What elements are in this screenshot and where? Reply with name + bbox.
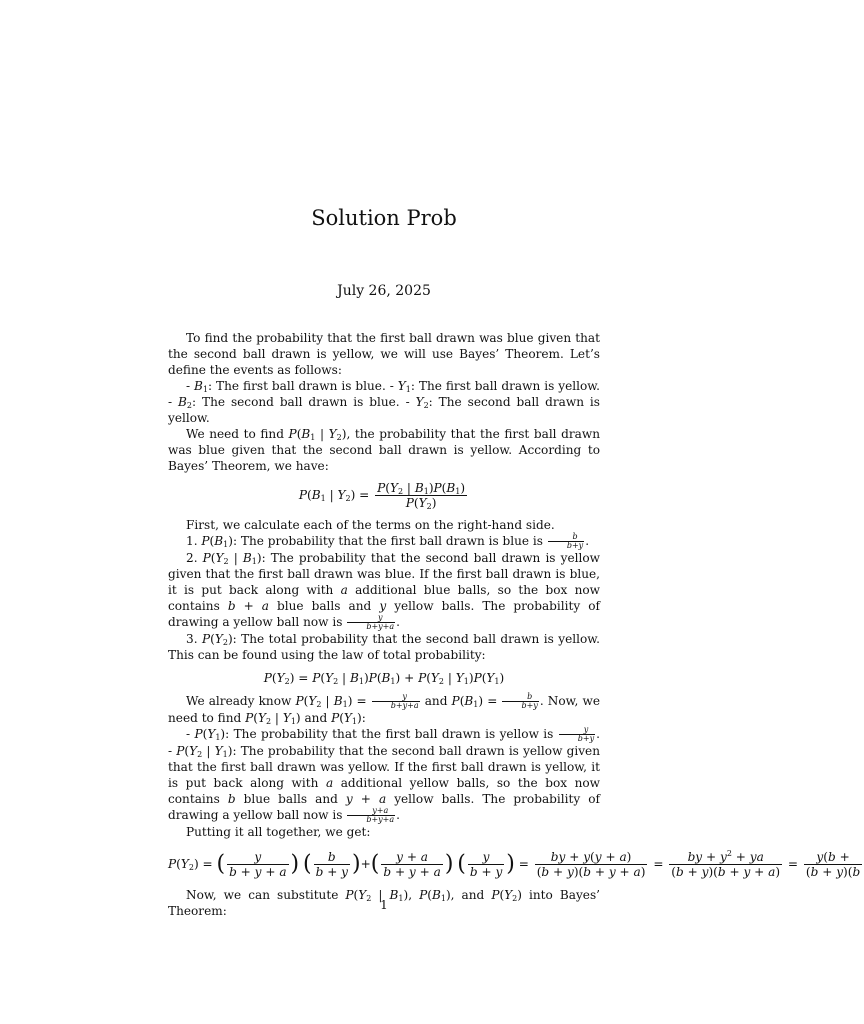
equation-bayes: $P(B_1$ | $Y_2$) = $\frac{P(Y_2 | B_1)P(B_1)}{P(Y_2)}$ <box>298 481 466 511</box>
equation-combined: $P(Y_2)$ = ( $\frac{y}{b + y + a}$ ) ( $\frac{b}{b + y}$ )+( $\frac{y + a}{b + y + a}$ ) ( $\frac{y}{b + y}$ ) = $\frac{by + y(y + a)}{(b + y)(b + y + a)}$ = $\frac{by + y^2 + ya}{(b + y)(b + y + a)}$ = $\frac{y(b +}{(b + y)(b}$ <box>168 849 861 879</box>
paragraph-together: Putting it all together, we get: <box>186 825 371 839</box>
paragraph-step2: 2. $P(Y_2$ | $B_1$): The probability that the second ball drawn is yellow given that the first ball drawn was blue. If the first ball drawn is blue, it is put back along with a additional blue balls, so the box now contains b + a blue balls and y yellow balls. The probability of drawing a yellow ball now is $\frac{y}{b+y+a}$ . <box>168 551 600 631</box>
document-title: Solution Prob <box>311 206 457 230</box>
equation-total-probability: $P(Y_2) = P(Y_2$ | $B_1)P(B_1) + P(Y_2$ | $Y_1)P(Y_1)$ <box>263 671 505 686</box>
paragraph-yellow: - $P(Y_1)$: The probability that the first ball drawn is yellow is $\frac{y}{b+y}$ . - $P(Y_2$ | $Y_1$): The probability that the second ball drawn is yellow given that the first ball drawn was yellow. If the first ball drawn is yellow, it is put back along with a additional yellow balls, so the box now contains b blue balls and y + a yellow balls. The probability of drawing a yellow ball now is $\frac{y+a}{b+y+a}$ . <box>168 725 600 824</box>
paragraph-substitute: Now, we can substitute $P(Y_2$ | $B_1$), $P(B_1)$, and $P(Y_2)$ into Bayes’ Theorem: <box>168 888 600 918</box>
document-date: July 26, 2025 <box>337 283 431 299</box>
paragraph-events: - $B_1$: The first ball drawn is blue. - $Y_1$: The first ball drawn is yellow. - $B_2$: The second ball drawn is blue. - $Y_2$: The second ball drawn is yellow. <box>168 379 600 425</box>
paragraph-known: We already know $P(Y_2$ | $B_1$) = $\frac{y}{b+y+a}$ and $P(B_1)$ = $\frac{b}{b+y}$ . Now, we need to find $P(Y_2$ | $Y_1$) and $P(Y_1)$: <box>168 692 600 726</box>
paragraph-intro: To find the probability that the first ball drawn was blue given that the second ball drawn is yellow, we will use Bayes’ Theorem. Let’s define the events as follows: <box>168 331 600 377</box>
document-body <box>168 330 861 919</box>
paragraph-step1: 1. $P(B_1)$: The probability that the first ball drawn is blue is $\frac{b}{b+y}$ . <box>186 532 590 550</box>
page-number: 1 <box>380 898 388 912</box>
paragraph-step3: 3. $P(Y_2)$: The total probability that the second ball drawn is yellow. This can be found using the law of total probability: <box>168 632 600 662</box>
paragraph-goal: We need to find $P(B_1$ | $Y_2$), the probability that the first ball drawn was blue given that the second ball drawn is yellow. According to Bayes’ Theorem, we have: <box>168 427 601 473</box>
paragraph-first: First, we calculate each of the terms on the right-hand side. <box>186 518 555 532</box>
